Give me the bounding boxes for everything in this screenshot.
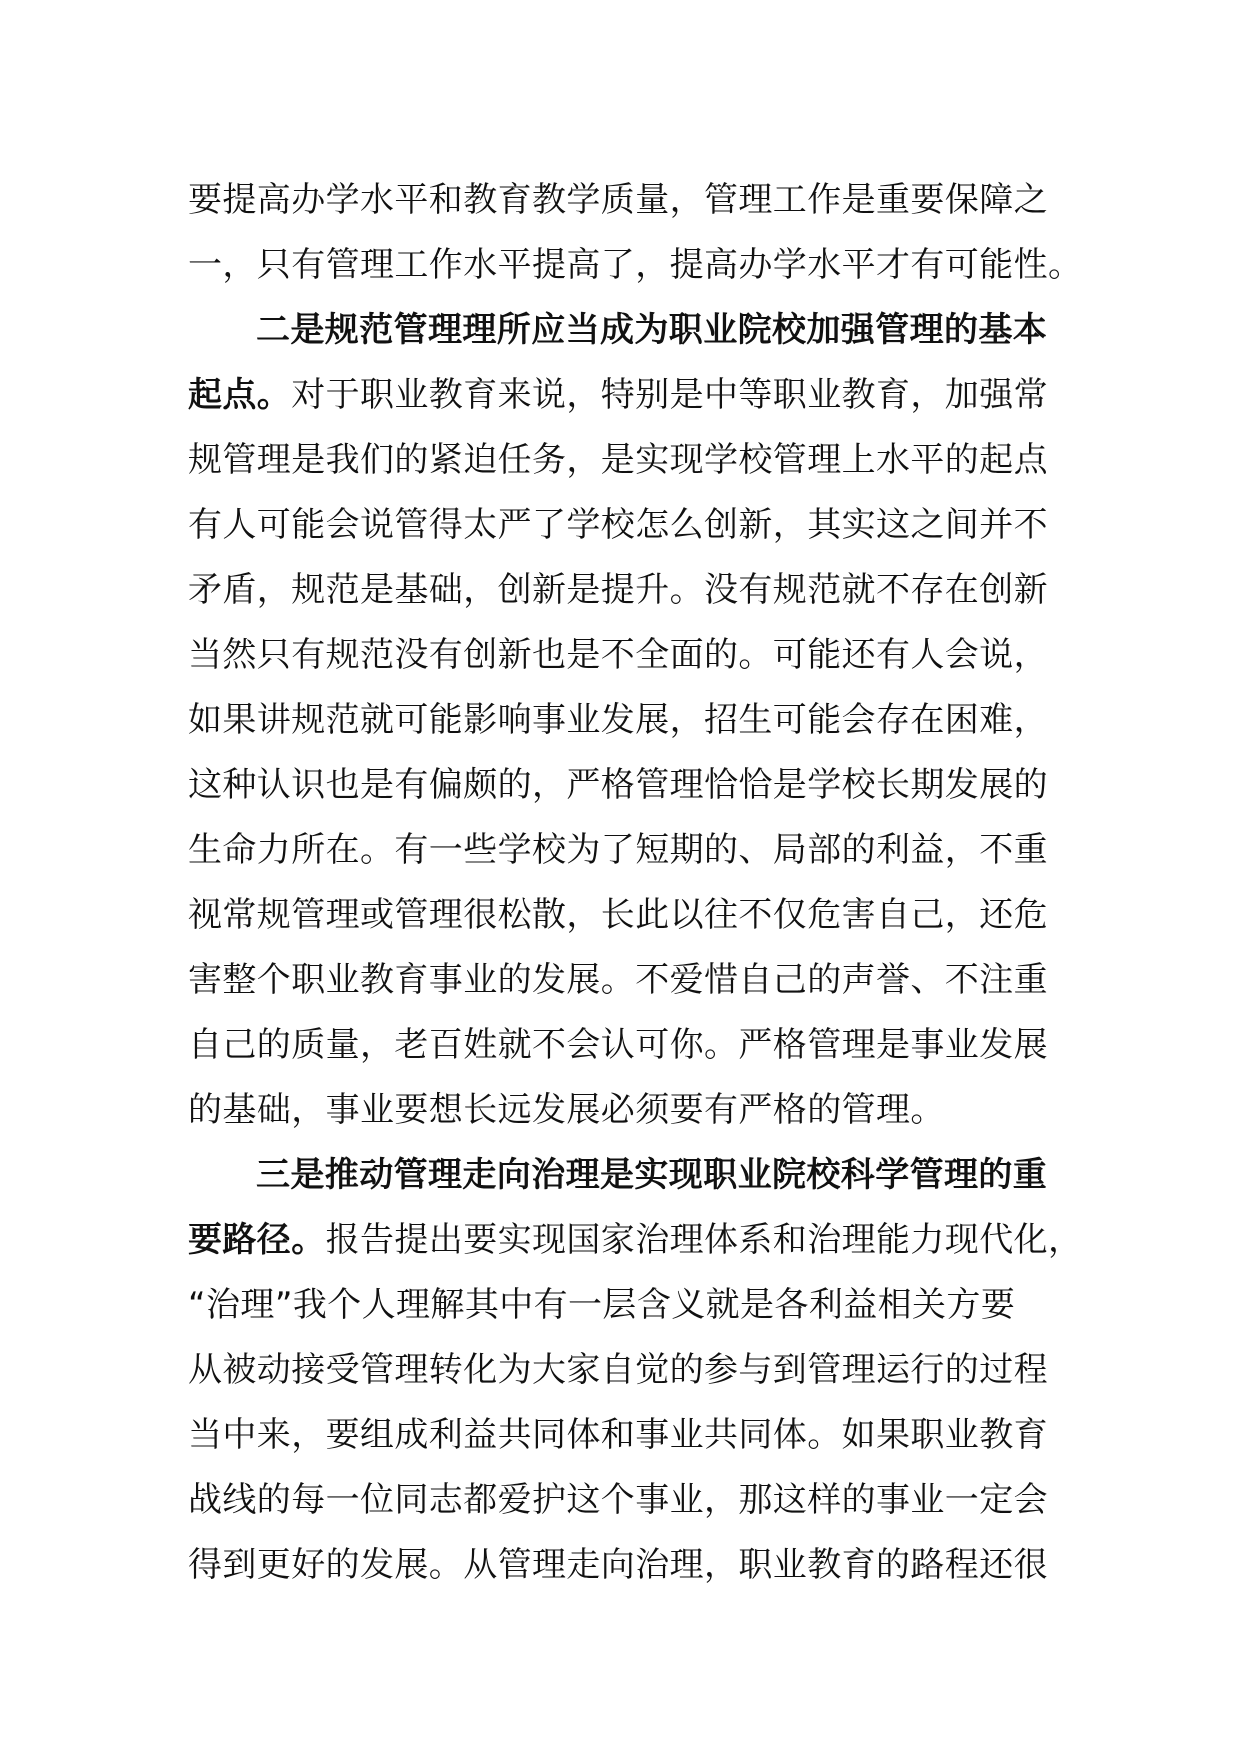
section-heading: 起点。 bbox=[188, 375, 292, 415]
text-run: 自己的质量，老百姓就不会认可你。严格管理是事业发展 bbox=[188, 1025, 1048, 1065]
text-run: 如果讲规范就可能影响事业发展，招生可能会存在困难， bbox=[188, 700, 1048, 740]
text-run: 报告提出要实现国家治理体系和治理能力现代化， bbox=[325, 1220, 1083, 1260]
text-line-14 bbox=[188, 1013, 1068, 1078]
text-run: 矛盾，规范是基础，创新是提升。没有规范就不存在创新 bbox=[188, 570, 1048, 610]
text-run: 当然只有规范没有创新也是不全面的。可能还有人会说， bbox=[188, 635, 1048, 675]
text-run: 对于职业教育来说，特别是中等职业教育，加强常 bbox=[291, 375, 1049, 415]
text-run: 的基础，事业要想长远发展必须要有严格的管理。 bbox=[188, 1090, 945, 1130]
text-line-18 bbox=[188, 1273, 1068, 1338]
text-run: 有人可能会说管得太严了学校怎么创新，其实这之间并不 bbox=[188, 505, 1048, 545]
text-run: 视常规管理或管理很松散，长此以往不仅危害自己，还危 bbox=[188, 895, 1048, 935]
text-line-13 bbox=[188, 948, 1068, 1013]
text-line-17 bbox=[188, 1208, 1083, 1273]
text-line-21 bbox=[188, 1468, 1068, 1533]
text-line-7 bbox=[188, 558, 1068, 623]
text-run: 要提高办学水平和教育教学质量，管理工作是重要保障之 bbox=[188, 180, 1048, 220]
text-run: 害整个职业教育事业的发展。不爱惜自己的声誉、不注重 bbox=[188, 960, 1048, 1000]
text-run: 这种认识也是有偏颇的，严格管理恰恰是学校长期发展的 bbox=[188, 765, 1048, 805]
text-line-19 bbox=[188, 1338, 1068, 1403]
text-line-6 bbox=[188, 493, 1068, 558]
text-run: 规管理是我们的紧迫任务，是实现学校管理上水平的起点 bbox=[188, 440, 1048, 480]
text-run: 一，只有管理工作水平提高了，提高办学水平才有可能性。 bbox=[188, 245, 1083, 285]
text-line-20 bbox=[188, 1403, 1068, 1468]
text-line-9 bbox=[188, 688, 1068, 753]
section-heading: 要路径。 bbox=[188, 1220, 326, 1260]
text-run: 得到更好的发展。从管理走向治理，职业教育的路程还很 bbox=[188, 1545, 1048, 1585]
text-line-8 bbox=[188, 623, 1068, 688]
text-run: “治理”我个人理解其中有一层含义就是各利益相关方要 bbox=[188, 1285, 1016, 1325]
body-text bbox=[188, 168, 1083, 1598]
text-line-1 bbox=[188, 168, 1068, 233]
text-line-11 bbox=[188, 818, 1068, 883]
section-heading: 三是推动管理走向治理是实现职业院校科学管理的重 bbox=[256, 1155, 1048, 1195]
text-run: 从被动接受管理转化为大家自觉的参与到管理运行的过程 bbox=[188, 1350, 1048, 1390]
text-run: 当中来，要组成利益共同体和事业共同体。如果职业教育 bbox=[188, 1415, 1048, 1455]
text-line-4 bbox=[188, 363, 1068, 428]
text-run: 生命力所在。有一些学校为了短期的、局部的利益，不重 bbox=[188, 830, 1048, 870]
text-line-2 bbox=[188, 233, 1083, 298]
text-line-3 bbox=[188, 298, 1068, 363]
text-line-5 bbox=[188, 428, 1068, 493]
text-line-16 bbox=[188, 1143, 1068, 1208]
text-run: 战线的每一位同志都爱护这个事业，那这样的事业一定会 bbox=[188, 1480, 1048, 1520]
text-line-22 bbox=[188, 1533, 1068, 1598]
text-line-10 bbox=[188, 753, 1068, 818]
section-heading: 二是规范管理理所应当成为职业院校加强管理的基本 bbox=[256, 310, 1048, 350]
text-line-15 bbox=[188, 1078, 1068, 1143]
text-line-12 bbox=[188, 883, 1068, 948]
